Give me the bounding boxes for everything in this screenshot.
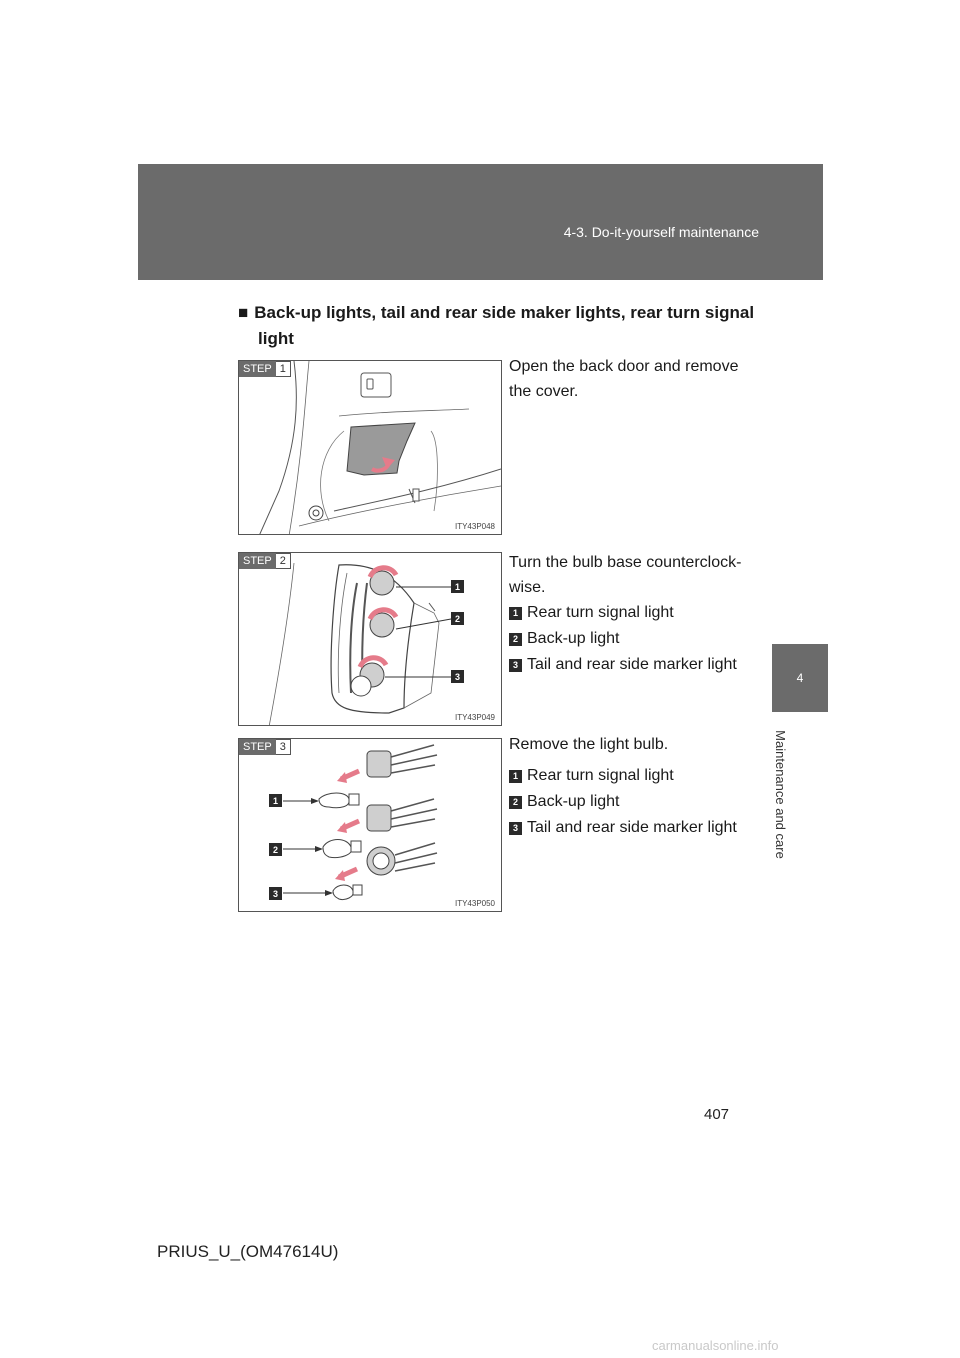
- step-2-illustration: [239, 553, 502, 726]
- callout-1: 1: [454, 582, 461, 592]
- list-item: 2 Back-up light: [509, 789, 769, 815]
- callout-2: 2: [454, 614, 461, 624]
- list-item: 3 Tail and rear side marker light: [509, 652, 769, 678]
- chapter-tab[interactable]: 4: [772, 644, 828, 712]
- list-item: 2 Back-up light: [509, 626, 769, 652]
- callout-1: 1: [272, 796, 279, 806]
- callout-3: 3: [272, 889, 279, 899]
- step-3-figure: [238, 738, 502, 912]
- step-2-badge: STEP 2: [239, 553, 291, 569]
- step-2-figure: [238, 552, 502, 726]
- figure-code: ITY43P048: [454, 522, 495, 531]
- callout-2: 2: [272, 845, 279, 855]
- step-3-badge: STEP 3: [239, 739, 291, 755]
- page-number: 407: [704, 1106, 730, 1123]
- step-1-badge: STEP 1: [239, 361, 291, 377]
- list-item: 1 Rear turn signal light: [509, 600, 769, 626]
- figure-code: ITY43P050: [454, 899, 495, 908]
- document-id: PRIUS_U_(OM47614U): [157, 1242, 339, 1261]
- step-1-text: Open the back door and remove the cover.: [509, 358, 739, 400]
- heading-marker: ■: [238, 303, 249, 322]
- section-title: 4-3. Do-it-yourself maintenance: [563, 224, 759, 240]
- step-3-legend: [509, 763, 769, 841]
- step-3-text: Remove the light bulb.: [509, 736, 669, 753]
- section-heading: [238, 300, 768, 352]
- step-2-text: Turn the bulb base counterclock- wise.: [509, 554, 742, 596]
- header-band: [138, 164, 823, 280]
- heading-line-1: Back-up lights, tail and rear side maker lights, rear turn signal: [254, 303, 755, 322]
- step-2-legend: [509, 600, 769, 678]
- list-item: 3 Tail and rear side marker light: [509, 815, 769, 841]
- list-item: 1 Rear turn signal light: [509, 763, 769, 789]
- step-1-illustration: [239, 361, 502, 535]
- callout-3: 3: [454, 672, 461, 682]
- step-1-figure: [238, 360, 502, 535]
- figure-code: ITY43P049: [454, 713, 495, 722]
- heading-line-2: light: [258, 329, 294, 348]
- watermark[interactable]: carmanualsonline.info: [652, 1338, 779, 1353]
- chapter-label: Maintenance and care: [772, 729, 788, 859]
- step-3-illustration: [239, 739, 502, 912]
